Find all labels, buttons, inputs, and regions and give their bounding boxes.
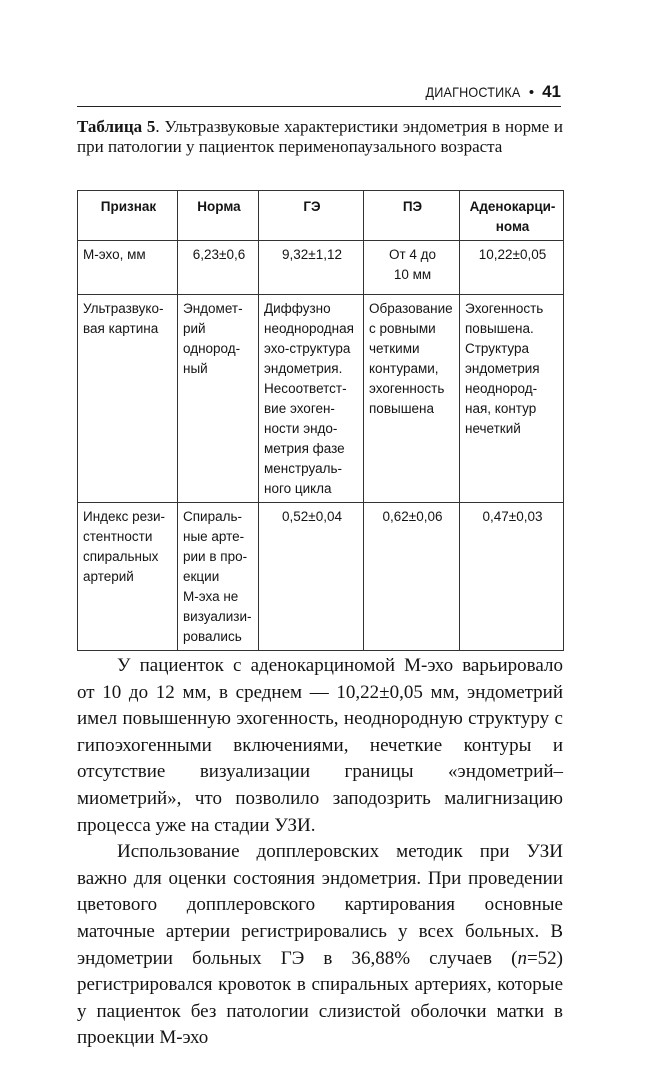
header-cell-ge: ГЭ [259, 191, 364, 241]
table-cell: 9,32±1,12 [259, 241, 364, 295]
table-cell: Образование с ровными четкими контурами, эхогенность повышена [364, 295, 460, 503]
body-text [77, 653, 563, 1052]
table-cell: Ультразвуко- вая картина [78, 295, 178, 503]
table-cell: 0,47±0,03 [460, 503, 564, 651]
paragraph-text: =52) регистрировался кровоток в спиральных артериях, которые у пациенток без патологии слизистой оболочки матки в проекции М-эхо [77, 947, 563, 1049]
paragraph-text: Использование допплеровских методик при УЗИ важно для оценки состояния эндометрия. При проведении цветового допплеровского картирования основные маточные артерии регистрировались у всех больных. В эндометрии больных ГЭ в 36,88% случаев ( [77, 841, 563, 969]
paragraph: У пациенток с аденокарциномой М-эхо варьировало от 10 до 12 мм, в среднем — 10,22±0,05 мм, эндометрий имел повышенную эхогенность, неоднородную структуру с гипоэхогенными включениями, нечеткие контуры и отсутствие визуализации границы «эндометрий–миометрий», что позволило заподозрить малигнизацию процесса уже на стадии УЗИ. [77, 655, 563, 836]
table-cell: М-эхо, мм [78, 241, 178, 295]
table-row [78, 295, 564, 503]
running-head-section: ДИАГНОСТИКА [425, 84, 521, 100]
header-rule [77, 106, 561, 107]
table-row [78, 241, 564, 295]
page-number: 41 [542, 82, 561, 101]
table-row [78, 503, 564, 651]
header-cell-adenocarcinoma: Аденокарци- нома [460, 191, 564, 241]
running-head-bullet: • [528, 84, 535, 101]
header-cell-feature: Признак [78, 191, 178, 241]
running-head [415, 82, 561, 102]
table-header-row [78, 191, 564, 241]
data-table [77, 190, 564, 651]
table-cell: Индекс рези- стентности спиральных артерий [78, 503, 178, 651]
sample-size-variable: n [517, 947, 527, 969]
table-caption-label: Таблица 5 [77, 117, 156, 136]
table-cell: 6,23±0,6 [178, 241, 259, 295]
paragraph [77, 839, 563, 1052]
header-cell-norm: Норма [178, 191, 259, 241]
table-cell: Спираль- ные арте- рии в про- екции М-эха не визуализи- ровались [178, 503, 259, 651]
table-caption [77, 117, 563, 157]
table-cell: Эндомет- рий однород- ный [178, 295, 259, 503]
table-cell: 10,22±0,05 [460, 241, 564, 295]
header-cell-pe: ПЭ [364, 191, 460, 241]
table-cell: Диффузно неоднородная эхо-структура эндометрия. Несоответст- вие эхоген- ности эндо- метрия фазе менструаль- ного цикла [259, 295, 364, 503]
table-cell: Эхогенность повышена. Структура эндометрия неоднород- ная, контур нечеткий [460, 295, 564, 503]
table-cell: От 4 до 10 мм [364, 241, 460, 295]
table-cell: 0,52±0,04 [259, 503, 364, 651]
table-cell: 0,62±0,06 [364, 503, 460, 651]
table-caption-text: . Ультразвуковые характеристики эндометрия в норме и при патологии у пациенток перименопаузального возраста [77, 117, 563, 156]
